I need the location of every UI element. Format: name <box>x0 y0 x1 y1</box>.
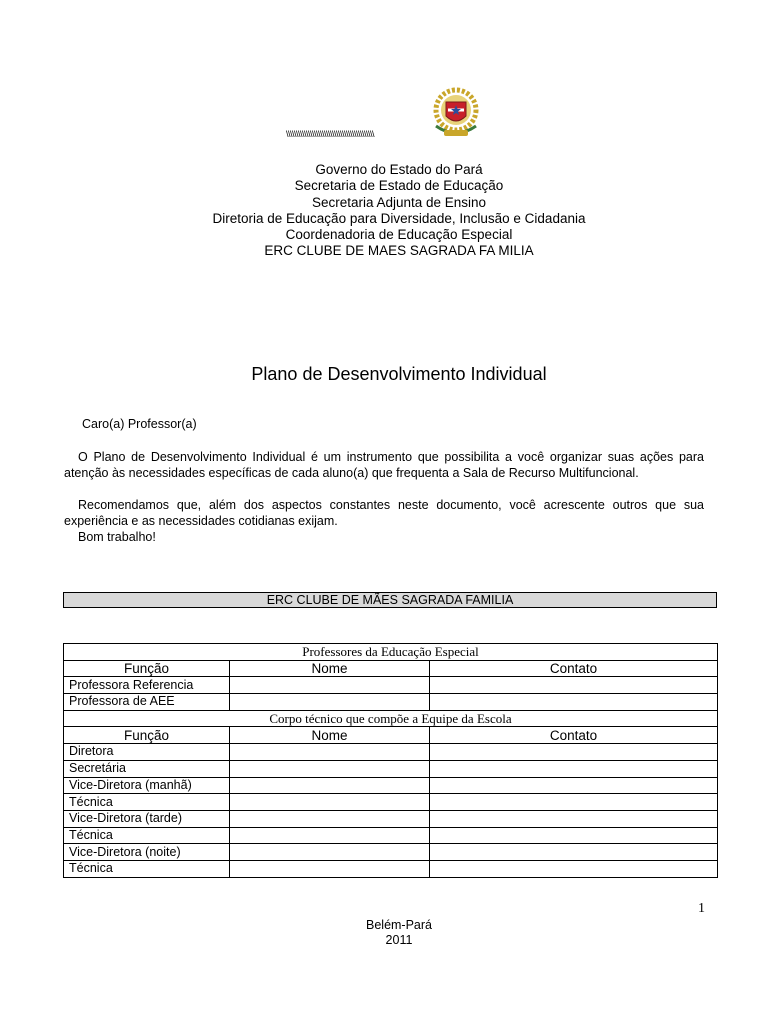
row-function: Vice-Diretora (noite) <box>64 844 230 861</box>
name-cell[interactable] <box>230 827 430 844</box>
row-function: Técnica <box>64 860 230 877</box>
contact-cell[interactable] <box>430 760 718 777</box>
header-line-school: ERC CLUBE DE MAES SAGRADA FA MILIA <box>264 243 534 259</box>
column-header-name: Nome <box>230 727 430 744</box>
table-row <box>64 827 718 844</box>
column-header-contact: Contato <box>430 660 718 677</box>
section-title-technical-staff: Corpo técnico que compõe a Equipe da Escola <box>64 710 718 727</box>
table-section-row <box>64 644 718 661</box>
column-header-contact: Contato <box>430 727 718 744</box>
table-header-row <box>64 660 718 677</box>
column-header-name: Nome <box>230 660 430 677</box>
page-number: 1 <box>698 901 705 916</box>
header-line-adjunct: Secretaria Adjunta de Ensino <box>311 194 487 210</box>
intro-paragraph-1: O Plano de Desenvolvimento Individual é um instrumento que possibilita a você organizar suas ações para atenção às necessidades específicas de cada aluno(a) que frequenta a Sala de Recurso Multifuncional. <box>64 450 704 480</box>
table-row <box>64 677 718 694</box>
row-function: Diretora <box>64 744 230 761</box>
footer <box>0 918 768 947</box>
name-cell[interactable] <box>230 810 430 827</box>
table-row <box>64 777 718 794</box>
column-header-function: Função <box>64 727 230 744</box>
contact-cell[interactable] <box>430 677 718 694</box>
header-line-government: Governo do Estado do Pará <box>315 162 483 177</box>
name-cell[interactable] <box>230 777 430 794</box>
contact-cell[interactable] <box>430 860 718 877</box>
table-header-row <box>64 727 718 744</box>
coat-of-arms-icon <box>430 86 482 144</box>
name-cell[interactable] <box>230 794 430 811</box>
table-row <box>64 860 718 877</box>
footer-year: 2011 <box>385 932 413 947</box>
contact-cell[interactable] <box>430 777 718 794</box>
name-cell[interactable] <box>230 760 430 777</box>
table-row <box>64 810 718 827</box>
row-function: Técnica <box>64 794 230 811</box>
document-title: Plano de Desenvolvimento Individual <box>251 364 547 384</box>
institution-header <box>0 162 768 260</box>
contact-cell[interactable] <box>430 694 718 711</box>
table-row <box>64 844 718 861</box>
name-cell[interactable] <box>230 844 430 861</box>
contact-cell[interactable] <box>430 844 718 861</box>
school-name-bar: ERC CLUBE DE MÃES SAGRADA FAMILIA <box>63 592 717 608</box>
row-function: Vice-Diretora (tarde) <box>64 810 230 827</box>
contact-cell[interactable] <box>430 794 718 811</box>
greeting: Caro(a) Professor(a) <box>82 417 197 431</box>
column-header-function: Função <box>64 660 230 677</box>
name-cell[interactable] <box>230 677 430 694</box>
table-row <box>64 694 718 711</box>
contact-cell[interactable] <box>430 744 718 761</box>
header-line-coordination: Coordenadoria de Educação Especial <box>285 227 513 243</box>
staff-table <box>63 643 718 878</box>
table-row <box>64 760 718 777</box>
row-function: Professora de AEE <box>64 694 230 711</box>
contact-cell[interactable] <box>430 827 718 844</box>
section-title-special-education: Professores da Educação Especial <box>64 644 718 661</box>
intro-paragraph-3: Bom trabalho! <box>78 530 156 544</box>
contact-cell[interactable] <box>430 810 718 827</box>
row-function: Professora Referencia <box>64 677 230 694</box>
decorative-slashes: \\\\\\\\\\\\\\\\\\\\\\\\\\\\\\\\\\\\\\\\\\\\ <box>286 129 375 139</box>
table-row <box>64 744 718 761</box>
name-cell[interactable] <box>230 744 430 761</box>
row-function: Secretária <box>64 760 230 777</box>
name-cell[interactable] <box>230 860 430 877</box>
header-line-directorate: Diretoria de Educação para Diversidade, Inclusão e Cidadania <box>212 210 586 226</box>
row-function: Técnica <box>64 827 230 844</box>
name-cell[interactable] <box>230 694 430 711</box>
header-line-secretariat: Secretaria de Estado de Educação <box>294 178 504 194</box>
intro-paragraph-2: Recomendamos que, além dos aspectos constantes neste documento, você acrescente outros que sua experiência e as necessidades cotidianas exijam. <box>64 498 704 528</box>
footer-city: Belém-Pará <box>366 918 432 932</box>
table-section-row <box>64 710 718 727</box>
row-function: Vice-Diretora (manhã) <box>64 777 230 794</box>
table-row <box>64 794 718 811</box>
